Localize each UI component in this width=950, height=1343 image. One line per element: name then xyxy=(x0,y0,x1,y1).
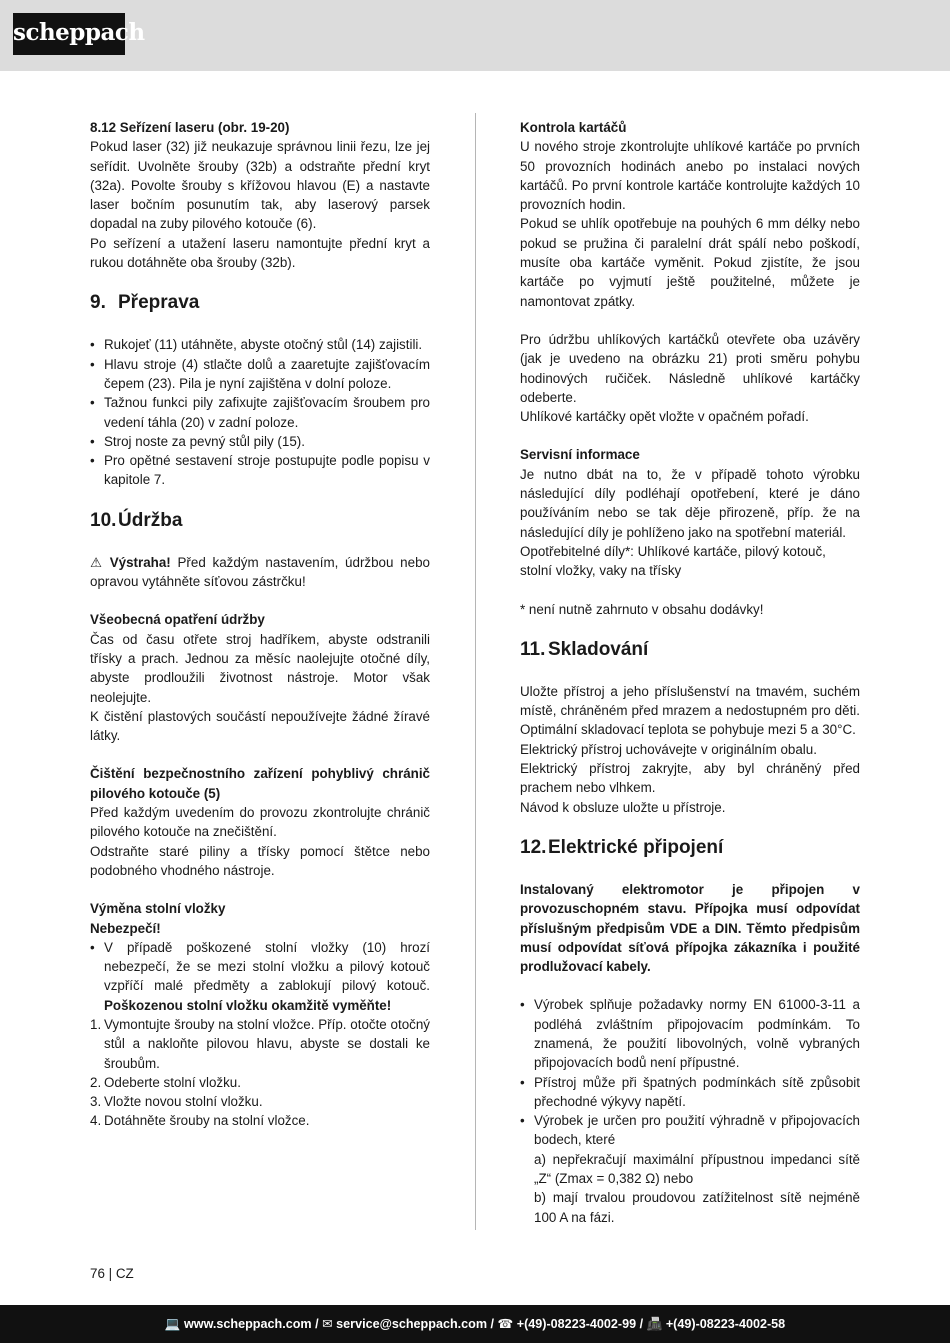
list-item: 1. Vymontujte šrouby na stolní vložce. Příp. otočte otočný stůl a nakloňte pilovou hlavu, abyste se dostali ke šroubům. xyxy=(90,1016,430,1071)
footer-bar: 💻 www.scheppach.com / ✉ service@scheppach.com / ☎ +(49)-08223-4002-99 / 📠 +(49)-08223-4002-58 xyxy=(0,1305,950,1343)
paragraph: Elektrický přístroj uchovávejte v originálním obalu. xyxy=(520,741,817,757)
subsection-title: Výměna stolní vložky xyxy=(90,901,226,917)
paragraph: Pokud laser (32) již neukazuje správnou linii řezu, lze jej seřídit. Uvolněte šrouby (32b) a odstraňte přední kryt (32a). Povolte šrouby s křížovou hlavou (E) a nastavte laser bočním posunutím tak, aby laserový parsek dopadal na zuby pilového kotouče (6). xyxy=(90,139,430,232)
paragraph: Pro údržbu uhlíkových kartáčků otevřete oba uzávěry (jak je uvedeno na obrázku 21) proti směru pohybu hodinových ručiček. Následně uhlíkové kartáčky odeberte. xyxy=(520,331,860,405)
section-8-12 xyxy=(90,118,430,272)
list-item: • Tažnou funkci pily zafixujte zajišťovacím šroubem pro vedení táhla (20) v zadní poloze. xyxy=(90,393,430,432)
list-item: • Stroj noste za pevný stůl pily (15). xyxy=(90,432,430,451)
electric-intro: Instalovaný elektromotor je připojen v provozuschopném stavu. Přípojka musí odpovídat příslušným předpisům VDE a DIN. Těmto předpisům musí odpovídat síťová přípojka zákazníka i použité prodlužovací kabely. xyxy=(520,881,860,975)
list-item: 4. Dotáhněte šrouby na stolní vložce. xyxy=(90,1113,310,1129)
paragraph: Uložte přístroj a jeho příslušenství na tmavém, suchém místě, chráněném před mrazem a nedostupném pro děti. Optimální skladovací teplota se pohybuje mezi 5 a 30°C. xyxy=(520,683,860,738)
chapter-heading-12: 12.Elektrické připojení xyxy=(520,836,724,858)
table-insert-replacement xyxy=(90,899,430,1131)
paragraph: Je nutno dbát na to, že v případě tohoto výrobku následující díly podléhají opotřebení, které je dáno používáním nebo se tak děje přirozeně, příp. že na následující díly je pohlíženo jako na spotřební materiál. xyxy=(520,466,860,540)
list-item: • Pro opětné sestavení stroje postupujte podle popisu v kapitole 7. xyxy=(90,451,430,490)
paragraph: Návod k obsluze uložte u přístroje. xyxy=(520,799,726,815)
brush-maintenance xyxy=(520,330,860,426)
subsection-title: Kontrola kartáčů xyxy=(520,120,627,135)
phone-number: +(49)-08223-4002-99 xyxy=(516,1317,637,1331)
header-band xyxy=(0,0,950,71)
paragraph: Pokud se uhlík opotřebuje na pouhých 6 mm délky nebo pokud se pružina či paralelní drát spálí nebo poškodí, musíte oba kartáče vyměnit. Pokud zjistíte, že jsou kartáče po vyjmutí ještě použitelné, můžete je namontovat zpátky. xyxy=(520,216,860,309)
sub-item: b) mají trvalou proudovou zatížitelnost sítě nejméně 100 A na fázi. xyxy=(534,1190,860,1225)
brush-check xyxy=(520,118,860,311)
list-item: • V případě poškozené stolní vložky (10) hrozí nebezpečí, že se mezi stolní vložku a pilový kotouč vzpříčí malé předměty a zablokují pilový kotouč. Poškozenou stolní vložku okamžitě vyměňte! xyxy=(90,938,430,1015)
paragraph: Elektrický přístroj zakryjte, aby byl chráněný před prachem nebo vlhkem. xyxy=(520,761,860,796)
steps-list xyxy=(90,1015,430,1131)
service-info xyxy=(520,445,860,580)
paragraph: Uhlíkové kartáčky opět vložte v opačném pořadí. xyxy=(520,409,809,425)
sub-item: a) nepřekračují maximální přípustnou impedanci sítě „Z“ (Zmax = 0,382 Ω) nebo xyxy=(534,1151,860,1187)
chapter-heading-9: 9. Přeprava xyxy=(90,292,200,314)
fax-number: +(49)-08223-4002-58 xyxy=(665,1317,786,1331)
fax-icon: 📠 xyxy=(646,1317,663,1331)
email-link[interactable]: service@scheppach.com xyxy=(336,1317,488,1331)
website-link[interactable]: www.scheppach.com xyxy=(183,1317,312,1331)
warning-paragraph: ⚠ Výstraha! Před každým nastavením, údržbou nebo opravou vytáhněte síťovou zástrčku! xyxy=(90,554,430,590)
chapter-heading-11: 11. Skladování xyxy=(520,638,649,660)
section-title: 8.12 Seřízení laseru (obr. 19-20) xyxy=(90,120,290,135)
paragraph: Před každým uvedením do provozu zkontrolujte chránič pilového kotouče na znečištění. xyxy=(90,805,430,840)
list-item: 2. Odeberte stolní vložku. xyxy=(90,1074,241,1090)
subsection-title: Servisní informace xyxy=(520,447,640,463)
footnote: * není nutně zahrnuto v obsahu dodávky! xyxy=(520,601,764,617)
list-item: • Hlavu stroje (4) stlačte dolů a zaaretujte zajišťovacím čepem (23). Pila je nyní zajištěna v dolní poloze. xyxy=(90,355,430,394)
list-item: 3. Vložte novou stolní vložku. xyxy=(90,1094,263,1110)
list-item: • Přístroj může při špatných podmínkách sítě způsobit přechodné výkyvy napětí. xyxy=(520,1073,860,1112)
general-maintenance xyxy=(90,610,430,745)
list-item: • Výrobek splňuje požadavky normy EN 61000-3-11 a podléhá zvláštním připojovacím podmínkám. To znamená, že použití libovolných, volně vybraných připojovacích bodů není přípustné. xyxy=(520,995,860,1072)
phone-icon: ☎ xyxy=(497,1317,514,1331)
warning-label: Výstraha! xyxy=(109,554,171,570)
paragraph: Po seřízení a utažení laseru namontujte přední kryt a rukou dotáhněte oba šrouby (32b). xyxy=(90,235,430,271)
subsection-title: Čištění bezpečnostního zařízení pohyblivý chránič pilového kotouče (5) xyxy=(90,766,430,801)
guard-cleaning xyxy=(90,764,430,880)
warning-icon: ⚠ xyxy=(90,554,103,570)
computer-icon: 💻 xyxy=(164,1317,181,1331)
mail-icon: ✉ xyxy=(322,1317,333,1331)
electric-list xyxy=(520,995,860,1227)
chapter-heading-10: 10.Údržba xyxy=(90,509,183,531)
transport-list xyxy=(90,335,430,489)
right-column xyxy=(520,118,860,1227)
brand-logo: scheppach xyxy=(13,13,125,55)
list-item: • Rukojeť (11) utáhněte, abyste otočný stůl (14) zajistili. xyxy=(90,335,430,354)
paragraph: U nového stroje zkontrolujte uhlíkové kartáče po prvních 50 provozních hodinách anebo po instalaci nových kartáčů. Po první kontrole kartáče kontrolujte každých 10 provozních hodin. xyxy=(520,139,860,213)
paragraph: K čistění plastových součástí nepoužívejte žádné žíravé látky. xyxy=(90,708,430,744)
list-item: • Výrobek je určen pro použití výhradně v připojovacích bodech, které a) nepřekračují maximální přípustnou impedanci sítě „Z“ (Zmax = 0,382 Ω) nebo b) mají trvalou proudovou zatížitelnost sítě nejméně 100 A na fázi. xyxy=(520,1111,860,1227)
subsection-title: Všeobecná opatření údržby xyxy=(90,612,265,628)
column-divider xyxy=(475,113,476,1230)
left-column xyxy=(90,118,430,1131)
storage xyxy=(520,682,860,817)
danger-list xyxy=(90,938,430,1015)
paragraph: Opotřebitelné díly*: Uhlíkové kartáče, pilový kotouč, stolní vložky, vaky na třísky xyxy=(520,543,826,579)
paragraph: Odstraňte staré piliny a třísky pomocí štětce nebo podobného vhodného nástroje. xyxy=(90,843,430,878)
danger-label: Nebezpečí! xyxy=(90,920,161,936)
paragraph: Čas od času otřete stroj hadříkem, abyste odstranili třísky a prach. Jednou za měsíc naolejujte otočné díly, abyste prodloužili životnost nástroje. Motor však neolejujte. xyxy=(90,631,430,705)
page-number: 76 | CZ xyxy=(90,1266,134,1281)
